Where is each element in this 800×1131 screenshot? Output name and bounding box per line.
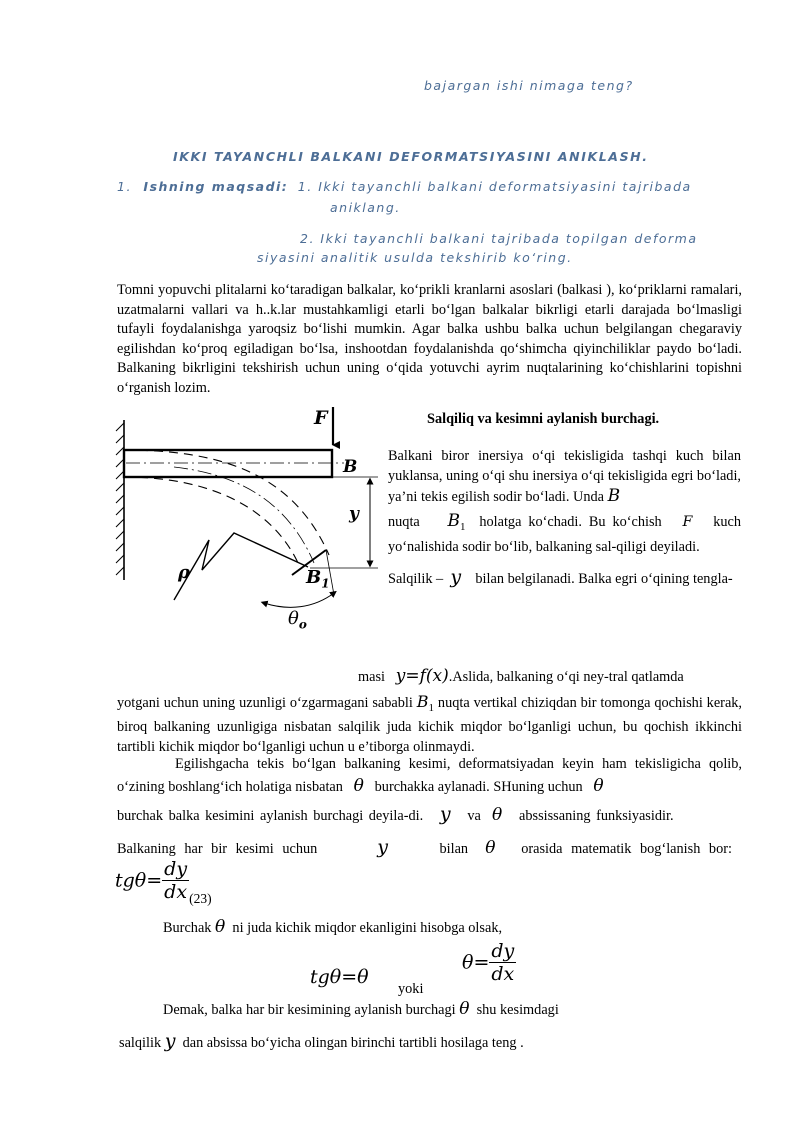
- goal-number: 1.: [117, 179, 132, 194]
- goal-item-2a: 2. Ikki tayanchli balkani tajribada topilgan deforma: [300, 231, 698, 246]
- label-point-b: B: [343, 457, 358, 477]
- paragraph-3a: Egilishgacha tekis bo‘lgan balkaning kesimi, deformatsiyadan keyin ham tekisligicha qolib, o‘zining boshlang‘ich holatiga nisbatan θ burchakka aylanadi. SHuning uchun θ: [117, 756, 742, 796]
- deflected-bottom: [124, 477, 299, 565]
- label-force: F: [314, 407, 328, 429]
- equation-theta-derivative: θ= $\frac{dy}{dx}$: [462, 940, 515, 985]
- formula-y-fx: y=f(x): [395, 666, 449, 686]
- paragraph-3b: burchak balka kesimini aylanish burchagi deyila-di. y va θ abssissaning funksiyasidir.: [117, 803, 674, 825]
- paragraph-4: Burchak θ ni juda kichik miqdor ekanligini hisobga olsak,: [163, 917, 503, 937]
- goal-item-2b: siyasini analitik usulda tekshirib ko‘ring.: [257, 250, 573, 265]
- beam-deflection-figure: [114, 405, 379, 630]
- right-para-3: Salqilik – y bilan belgilanadi. Balka egri o‘qining tengla-: [388, 566, 733, 588]
- wall-hatching: [116, 423, 124, 575]
- equation-number: (23): [189, 890, 212, 906]
- paragraph-3c: Balkaning har bir kesimi uchun y bilan θ orasida matematik bog‘lanish bor:: [117, 836, 732, 858]
- equation-small-angle: tgθ=θ: [310, 966, 369, 988]
- paragraph-5: Demak, balka har bir kesimining aylanish burchagi θ shu kesimdagi: [163, 999, 559, 1019]
- label-point-b1: $B_1$: [306, 567, 330, 591]
- yoki-label: yoki: [398, 981, 424, 997]
- intro-paragraph: Tomni yopuvchi plitalarni ko‘taradigan balkalar, ko‘prikli kranlarni asoslari (balkasi ), ko‘priklarni ramalari, uzatmalarni vallari va h..k.lar mustahkamligi etarli bo‘lgan balkalar bikrligi etarli darajada bo‘lmasligi tufayli foydalanishga yaroqsiz bo‘lishi mumkin. Agar balka ushbu balka uchun belgilangan chegaraviy egilishdan ko‘proq egiladigan bo‘lsa, inshootdan foydalanishda qo‘shimcha qiyinchiliklar paydo bo‘ladi. Balkaning bikrligini tekshirish uchun uning o‘qida yotuvchi ayrim nuqtalarining ko‘chishlarini topishni o‘rganish lozim.: [117, 282, 742, 396]
- right-para-2: nuqta $B_1$ holatga ko‘chadi. Bu ko‘chish F kuch yo‘nalishida sodir bo‘lib, balkaning sal-qiligi deyiladi.: [388, 511, 741, 555]
- goal-item-1a: 1. Ikki tayanchli balkani deformatsiyasini tajribada: [297, 179, 692, 194]
- deflected-axis: [174, 467, 314, 563]
- right-para-1: Balkani biror inersiya o‘qi tekisligida tashqi kuch bilan yuklansa, uning o‘qi shu inersiya o‘qi tekisligida egri bo‘ladi, ya’ni tekis egilish sodir bo‘ladi. Unda B: [388, 448, 741, 506]
- header-question: bajargan ishi nimaga teng?: [424, 78, 634, 93]
- deflected-top: [124, 450, 329, 555]
- paragraph-6: salqilik y dan absissa bo‘yicha olingan birinchi tartibli hosilaga teng .: [119, 1030, 524, 1052]
- goal-line-1: [117, 179, 692, 194]
- goal-item-1b: aniklang.: [330, 200, 401, 215]
- lab-title: IKKI TAYANCHLI BALKANI DEFORMATSIYASINI ANIKLASH.: [173, 149, 649, 164]
- label-theta: $\theta_o$: [288, 608, 307, 632]
- goal-label: Ishning maqsadi:: [143, 179, 289, 194]
- section-heading: Salqiliq va kesimni aylanish burchagi.: [427, 411, 660, 427]
- paragraph-2: yotgani uchun uning uzunligi o‘zgarmagani sababli $B_1$ nuqta vertikal chiziqdan bir tomonga qochishi kerak, biroq balkaning uzunligiga nisbatan salqilik juda kichik miqdor bo‘lganligi uchun, bu qochish ikkinchi tartibli kichik miqdor bo‘lganligi uchun u e’tiborga olinmaydi.: [117, 692, 743, 755]
- label-deflection: y: [349, 504, 359, 524]
- equation-23: tgθ= $\frac{dy}{dx}$ $_{(23)}$: [115, 858, 212, 906]
- radius-line: [174, 533, 308, 600]
- masi-line: masi y=f(x).Aslida, balkaning o‘qi ney-tral qatlamda: [358, 666, 684, 686]
- label-rho: ρ: [178, 562, 190, 583]
- angle-arc: [264, 593, 334, 607]
- symbol-b: B: [607, 486, 621, 506]
